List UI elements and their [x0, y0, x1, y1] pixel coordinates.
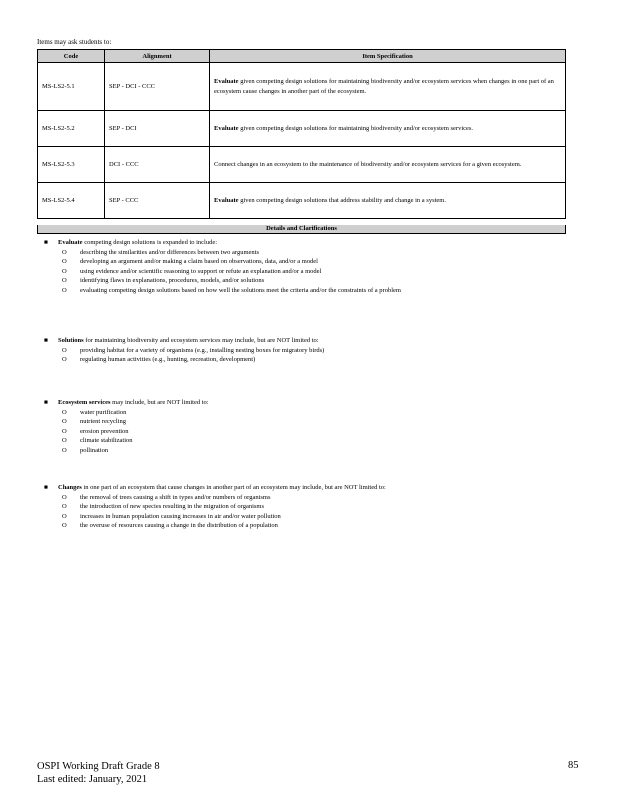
list-item: O water purification: [62, 408, 127, 416]
row-spec: Evaluate given competing design solutions that address stability and change in a system.: [210, 183, 566, 219]
intro-text: Items may ask students to:: [37, 38, 112, 46]
item-specification-table: [37, 49, 566, 219]
row-code: MS-LS2-5.2: [38, 111, 105, 147]
row-alignment: SEP - DCI - CCC: [105, 63, 210, 111]
circle-bullet-icon: O: [62, 346, 67, 354]
square-bullet-icon: ■: [44, 399, 48, 406]
page-footer: [37, 760, 160, 786]
details-section-evaluate: [44, 238, 564, 295]
list-item: O developing an argument and/or making a claim based on observations, data, and/or a model: [62, 258, 318, 265]
list-item: O climate stabilization: [62, 437, 133, 444]
row-alignment: DCI - CCC: [105, 147, 210, 183]
section-lead: ■ Changes in one part of an ecosystem that cause changes in another part of an ecosystem may include, but are NOT limited to:: [44, 484, 386, 491]
list-item: O providing habitat for a variety of organisms (e.g., installing nesting boxes for migratory birds): [62, 346, 325, 354]
circle-bullet-icon: O: [62, 286, 67, 294]
circle-bullet-icon: O: [62, 418, 67, 425]
page-number: 85: [568, 760, 579, 771]
details-section-ecosystem-services: [44, 398, 564, 455]
table-row: [38, 183, 566, 219]
header-code: Code: [38, 50, 105, 63]
sub-list: [44, 248, 564, 296]
list-item: O the removal of trees causing a shift in types and/or numbers of organisms: [62, 493, 271, 501]
row-alignment: SEP - CCC: [105, 183, 210, 219]
sub-list: [44, 346, 564, 365]
sub-list: [44, 493, 564, 531]
circle-bullet-icon: O: [62, 248, 67, 256]
details-heading: Details and Clarifications: [37, 225, 566, 234]
circle-bullet-icon: O: [62, 512, 67, 520]
circle-bullet-icon: O: [62, 427, 67, 435]
circle-bullet-icon: O: [62, 522, 67, 529]
circle-bullet-icon: O: [62, 493, 67, 501]
circle-bullet-icon: O: [62, 446, 67, 454]
list-item: O the introduction of new species resulting in the migration of organisms: [62, 503, 265, 510]
list-item: O evaluating competing design solutions based on how well the solutions meet the criteria and/or the constraints of a problem: [62, 286, 401, 294]
table-row: [38, 63, 566, 111]
footer-last-edited: Last edited: January, 2021: [37, 774, 148, 785]
section-lead: ■ Ecosystem services may include, but are NOT limited to:: [44, 399, 209, 406]
square-bullet-icon: ■: [44, 239, 48, 246]
row-spec: Connect changes in an ecosystem to the maintenance of biodiversity and/or ecosystem services for a given ecosystem.: [210, 147, 566, 183]
list-item: O nutrient recycling: [62, 418, 127, 425]
row-code: MS-LS2-5.1: [38, 63, 105, 111]
circle-bullet-icon: O: [62, 267, 67, 275]
row-code: MS-LS2-5.4: [38, 183, 105, 219]
square-bullet-icon: ■: [44, 337, 48, 344]
header-item-specification: Item Specification: [210, 50, 566, 63]
row-alignment: SEP - DCI: [105, 111, 210, 147]
row-spec: Evaluate given competing design solutions for maintaining biodiversity and/or ecosystem services.: [210, 111, 566, 147]
table-row: [38, 111, 566, 147]
table-header-row: [38, 50, 566, 63]
circle-bullet-icon: O: [62, 408, 67, 416]
list-item: O regulating human activities (e.g., hunting, recreation, development): [62, 356, 256, 363]
circle-bullet-icon: O: [62, 503, 67, 510]
circle-bullet-icon: O: [62, 277, 67, 284]
row-spec: Evaluate given competing design solutions for maintaining biodiversity and/or ecosystem services when changes in one part of an ecosystem cause changes in another part of the ecosystem.: [210, 63, 566, 111]
section-lead: ■ Evaluate competing design solutions is expanded to include:: [44, 239, 218, 246]
row-code: MS-LS2-5.3: [38, 147, 105, 183]
details-section-changes: [44, 483, 564, 531]
square-bullet-icon: ■: [44, 484, 48, 491]
list-item: O using evidence and/or scientific reasoning to support or refute an explanation and/or a model: [62, 267, 322, 275]
list-item: O the overuse of resources causing a change in the distribution of a population: [62, 522, 278, 529]
list-item: O erosion prevention: [62, 427, 129, 435]
footer-draft-label: OSPI Working Draft Grade 8: [37, 761, 160, 772]
list-item: O describing the similarities and/or differences between two arguments: [62, 248, 259, 256]
circle-bullet-icon: O: [62, 437, 67, 444]
circle-bullet-icon: O: [62, 258, 67, 265]
list-item: O identifying flaws in explanations, procedures, models, and/or solutions: [62, 277, 265, 284]
list-item: O pollination: [62, 446, 109, 454]
details-section-solutions: [44, 336, 564, 365]
section-lead: ■ Solutions for maintaining biodiversity and ecosystem services may include, but are NOT limited to:: [44, 337, 319, 344]
table-row: [38, 147, 566, 183]
sub-list: [44, 408, 564, 456]
circle-bullet-icon: O: [62, 356, 67, 363]
list-item: O increases in human population causing increases in air and/or water pollution: [62, 512, 281, 520]
header-alignment: Alignment: [105, 50, 210, 63]
